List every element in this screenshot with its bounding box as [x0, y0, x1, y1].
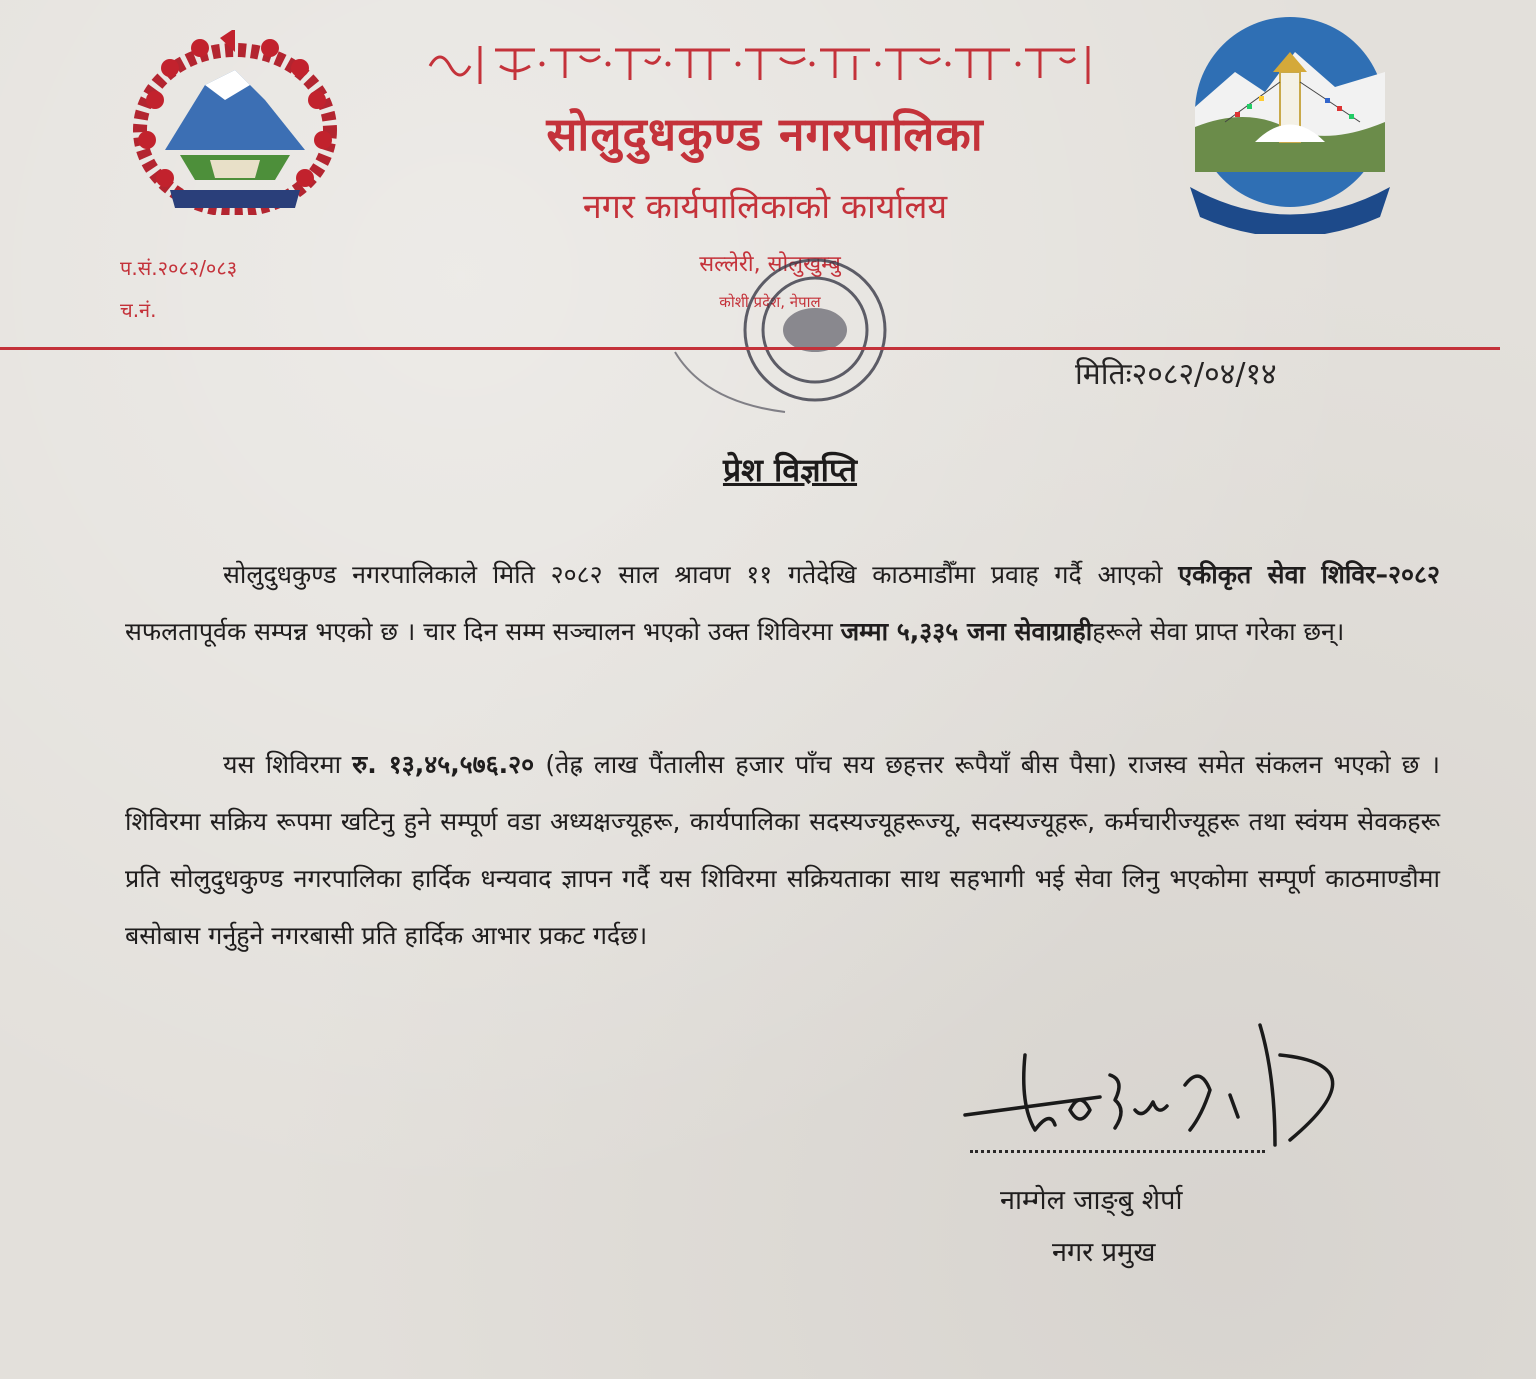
p1-text-e: हरूले सेवा प्राप्त गरेका छन्।	[1092, 617, 1345, 646]
signature-line	[970, 1150, 1265, 1153]
nepal-government-emblem	[125, 30, 345, 215]
p2-text-c: (तेह्र लाख पैंतालीस हजार पाँच सय छहत्तर रूपैयाँ बीस पैसा) राजस्व समेत संकलन भएको छ । शिविरमा सक्रिय रूपमा खटिनु हुने सम्पूर्ण वडा अध्यक्षज्यूहरू, कार्यपालिका सदस्यज्यूहरूज्यू, सदस्यज्यूहरू, कर्मचारीज्यूहरू तथा स्वंयम सेवकहरू प्रति सोलुदुधकुण्ड नगरपालिका हार्दिक धन्यवाद ज्ञापन गर्दै यस शिविरमा सक्रियताका साथ सहभागी भई सेवा लिनु भएकोमा सम्पूर्ण काठमाण्डौमा बसोबास गर्नुहुने नगरबासी प्रति हार्दिक आभार प्रकट गर्दछ।	[125, 750, 1440, 950]
letter-date: मितिः२०८२/०४/१४	[1075, 357, 1277, 392]
signatory-name: नाम्गेल जाङ्बु शेर्पा	[1000, 1185, 1183, 1216]
office-name: नगर कार्यपालिकाको कार्यालय	[582, 187, 948, 227]
letterhead-divider	[0, 347, 1500, 350]
municipality-logo	[1185, 12, 1395, 234]
p1-event-name: एकीकृत सेवा शिविर–२०८२	[1178, 560, 1440, 589]
signatory-designation: नगर प्रमुख	[1052, 1237, 1156, 1268]
office-address: सल्लेरी, सोलुखुम्बु	[699, 252, 841, 277]
p2-text-a: यस शिविरमा	[223, 750, 353, 779]
handwritten-signature	[960, 1015, 1380, 1165]
notice-paragraph-1	[125, 546, 1440, 660]
letter-number: प.सं.२०८२/०८३	[120, 256, 238, 280]
p1-text-a: सोलुदुधकुण्ड नगरपालिकाले मिति २०८२ साल श्रावण ११ गतेदेखि काठमाडौँमा प्रवाह गर्दै आएको	[223, 560, 1179, 589]
dispatch-number: च.नं.	[120, 298, 157, 322]
notice-paragraph-2	[125, 736, 1440, 964]
municipality-name: सोलुदुधकुण्ड नगरपालिका	[546, 107, 984, 161]
p1-beneficiary-count: जम्मा ५,३३५ जना सेवाग्राही	[840, 617, 1093, 646]
p2-revenue-amount: रु. १३,४५,५७६.२०	[352, 750, 535, 779]
province-name: कोशी प्रदेश, नेपाल	[719, 293, 821, 311]
notice-title: प्रेश विज्ञप्ति	[722, 451, 858, 489]
p1-text-c: सफलतापूर्वक सम्पन्न भएको छ । चार दिन सम्म सञ्चालन भएको उक्त शिविरमा	[125, 617, 841, 646]
tibetan-script-line	[420, 36, 1100, 96]
